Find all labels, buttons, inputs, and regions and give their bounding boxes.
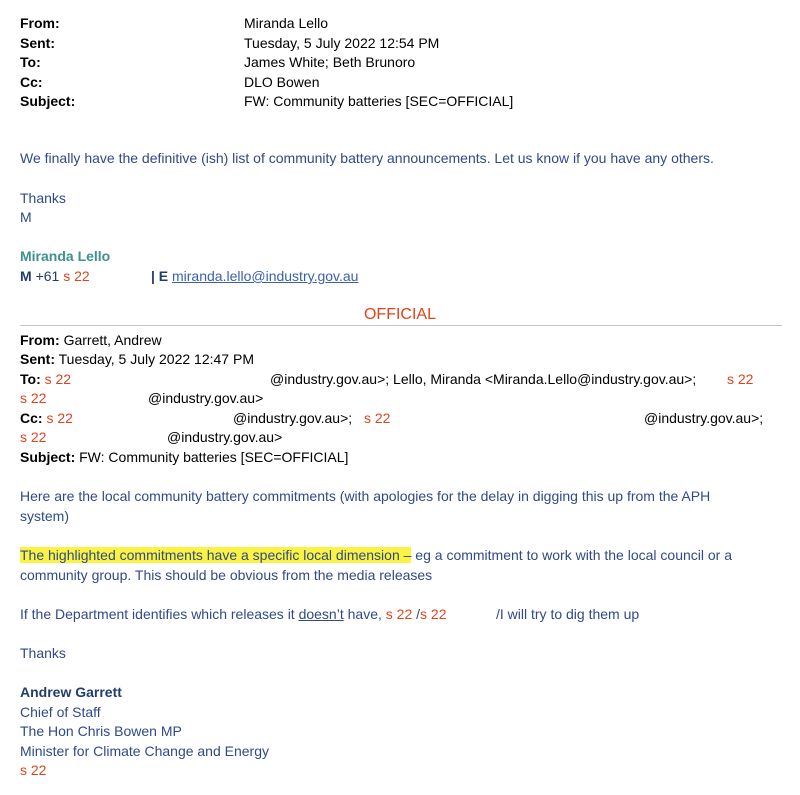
- fwd-cc-row: [20, 409, 73, 428]
- to-redaction-3: s 22: [20, 390, 47, 406]
- email-link[interactable]: miranda.lello@industry.gov.au: [172, 268, 359, 284]
- to-redaction-2: s 22: [727, 371, 754, 387]
- email-header: [20, 14, 513, 112]
- para1-line1: Here are the local community battery commitments (with apologies for the delay in digging this up from the APH: [20, 488, 711, 504]
- header-to-row: [20, 53, 513, 73]
- signature2-portfolio: Minister for Climate Change and Energy: [20, 743, 270, 759]
- from-value: Miranda Lello: [244, 15, 329, 31]
- para2-line2: community group. This should be obvious from the media releases: [20, 567, 433, 583]
- initial-line: M: [20, 209, 32, 225]
- fwd-to-label: To:: [20, 371, 41, 387]
- para3-redaction-1: s 22: [385, 606, 413, 622]
- subject-label: Subject:: [20, 93, 76, 109]
- divider: [20, 325, 782, 326]
- highlighted-text: The highlighted commitments have a specific local dimension –: [20, 547, 412, 563]
- fwd-cc-label: Cc:: [20, 410, 43, 426]
- fwd-from-label: From:: [20, 332, 60, 348]
- email-label: | E: [151, 268, 169, 284]
- to-address-text-1: @industry.gov.au>; Lello, Miranda <Miranda.Lello@industry.gov.au>;: [270, 371, 697, 387]
- to-address-text-2: @industry.gov.au>: [148, 390, 264, 406]
- cc-address-text-3: @industry.gov.au>: [167, 429, 283, 445]
- to-value: James White; Beth Brunoro: [244, 54, 416, 70]
- fwd-subject-row: [20, 448, 348, 467]
- para1-line2: system): [20, 508, 69, 524]
- para3-line: [20, 605, 446, 624]
- signature2-title: Chief of Staff: [20, 704, 101, 720]
- cc-address-text-1: @industry.gov.au>;: [233, 410, 353, 426]
- cc-address-text-2: @industry.gov.au>;: [644, 410, 764, 426]
- subject-value: FW: Community batteries [SEC=OFFICIAL]: [244, 93, 514, 109]
- signature-contact-line: [20, 267, 90, 286]
- fwd-from-row: [20, 331, 162, 350]
- classification-marking: OFFICIAL: [363, 306, 436, 323]
- cc-value: DLO Bowen: [244, 73, 320, 90]
- fwd-from-value: Garrett, Andrew: [63, 332, 162, 348]
- sent-label: Sent:: [20, 34, 55, 51]
- signature-name: Miranda Lello: [20, 248, 111, 264]
- sent-value: Tuesday, 5 July 2022 12:54 PM: [244, 34, 440, 51]
- cc-redaction-1: s 22: [46, 410, 73, 426]
- fwd-to-row: [20, 370, 71, 389]
- para3-c: /I will try to dig them up: [496, 606, 640, 622]
- intro-paragraph: We finally have the definitive (ish) list of community battery announcements. Let us know if you have any others.: [20, 150, 714, 166]
- para3-underlined: doesn’t: [298, 606, 344, 622]
- to-redaction-1: s 22: [44, 371, 72, 387]
- fwd-sent-value: Tuesday, 5 July 2022 12:47 PM: [58, 351, 254, 367]
- fwd-sent-label: Sent:: [20, 351, 55, 367]
- header-cc-row: [20, 73, 513, 93]
- mobile-redaction: s 22: [63, 268, 90, 284]
- signature2-office: The Hon Chris Bowen MP: [20, 723, 182, 739]
- from-label: From:: [20, 15, 60, 31]
- thanks-line: Thanks: [20, 190, 66, 206]
- header-subject-row: [20, 92, 513, 112]
- para3-a: If the Department identifies which releases it: [20, 606, 299, 622]
- para2-line1: [20, 546, 732, 565]
- para3-slash: /: [412, 606, 421, 622]
- thanks-line-2: Thanks: [20, 645, 66, 661]
- header-from-row: [20, 14, 513, 34]
- para3-b: have,: [343, 606, 386, 622]
- fwd-sent-row: [20, 350, 254, 369]
- header-sent-row: [20, 34, 513, 54]
- to-label: To:: [20, 54, 41, 70]
- mobile-label: M: [20, 268, 32, 284]
- cc-label: Cc:: [20, 73, 43, 90]
- para3-redaction-2: s 22: [420, 606, 447, 622]
- mobile-prefix: +61: [35, 268, 60, 284]
- cc-redaction-3: s 22: [20, 429, 47, 445]
- cc-redaction-2: s 22: [364, 410, 391, 426]
- signature2-redaction: s 22: [20, 762, 47, 778]
- para2-line1-rest: eg a commitment to work with the local council or a: [411, 547, 732, 563]
- signature2-name: Andrew Garrett: [20, 684, 122, 700]
- fwd-subject-value: FW: Community batteries [SEC=OFFICIAL]: [79, 449, 349, 465]
- fwd-subject-label: Subject:: [20, 449, 76, 465]
